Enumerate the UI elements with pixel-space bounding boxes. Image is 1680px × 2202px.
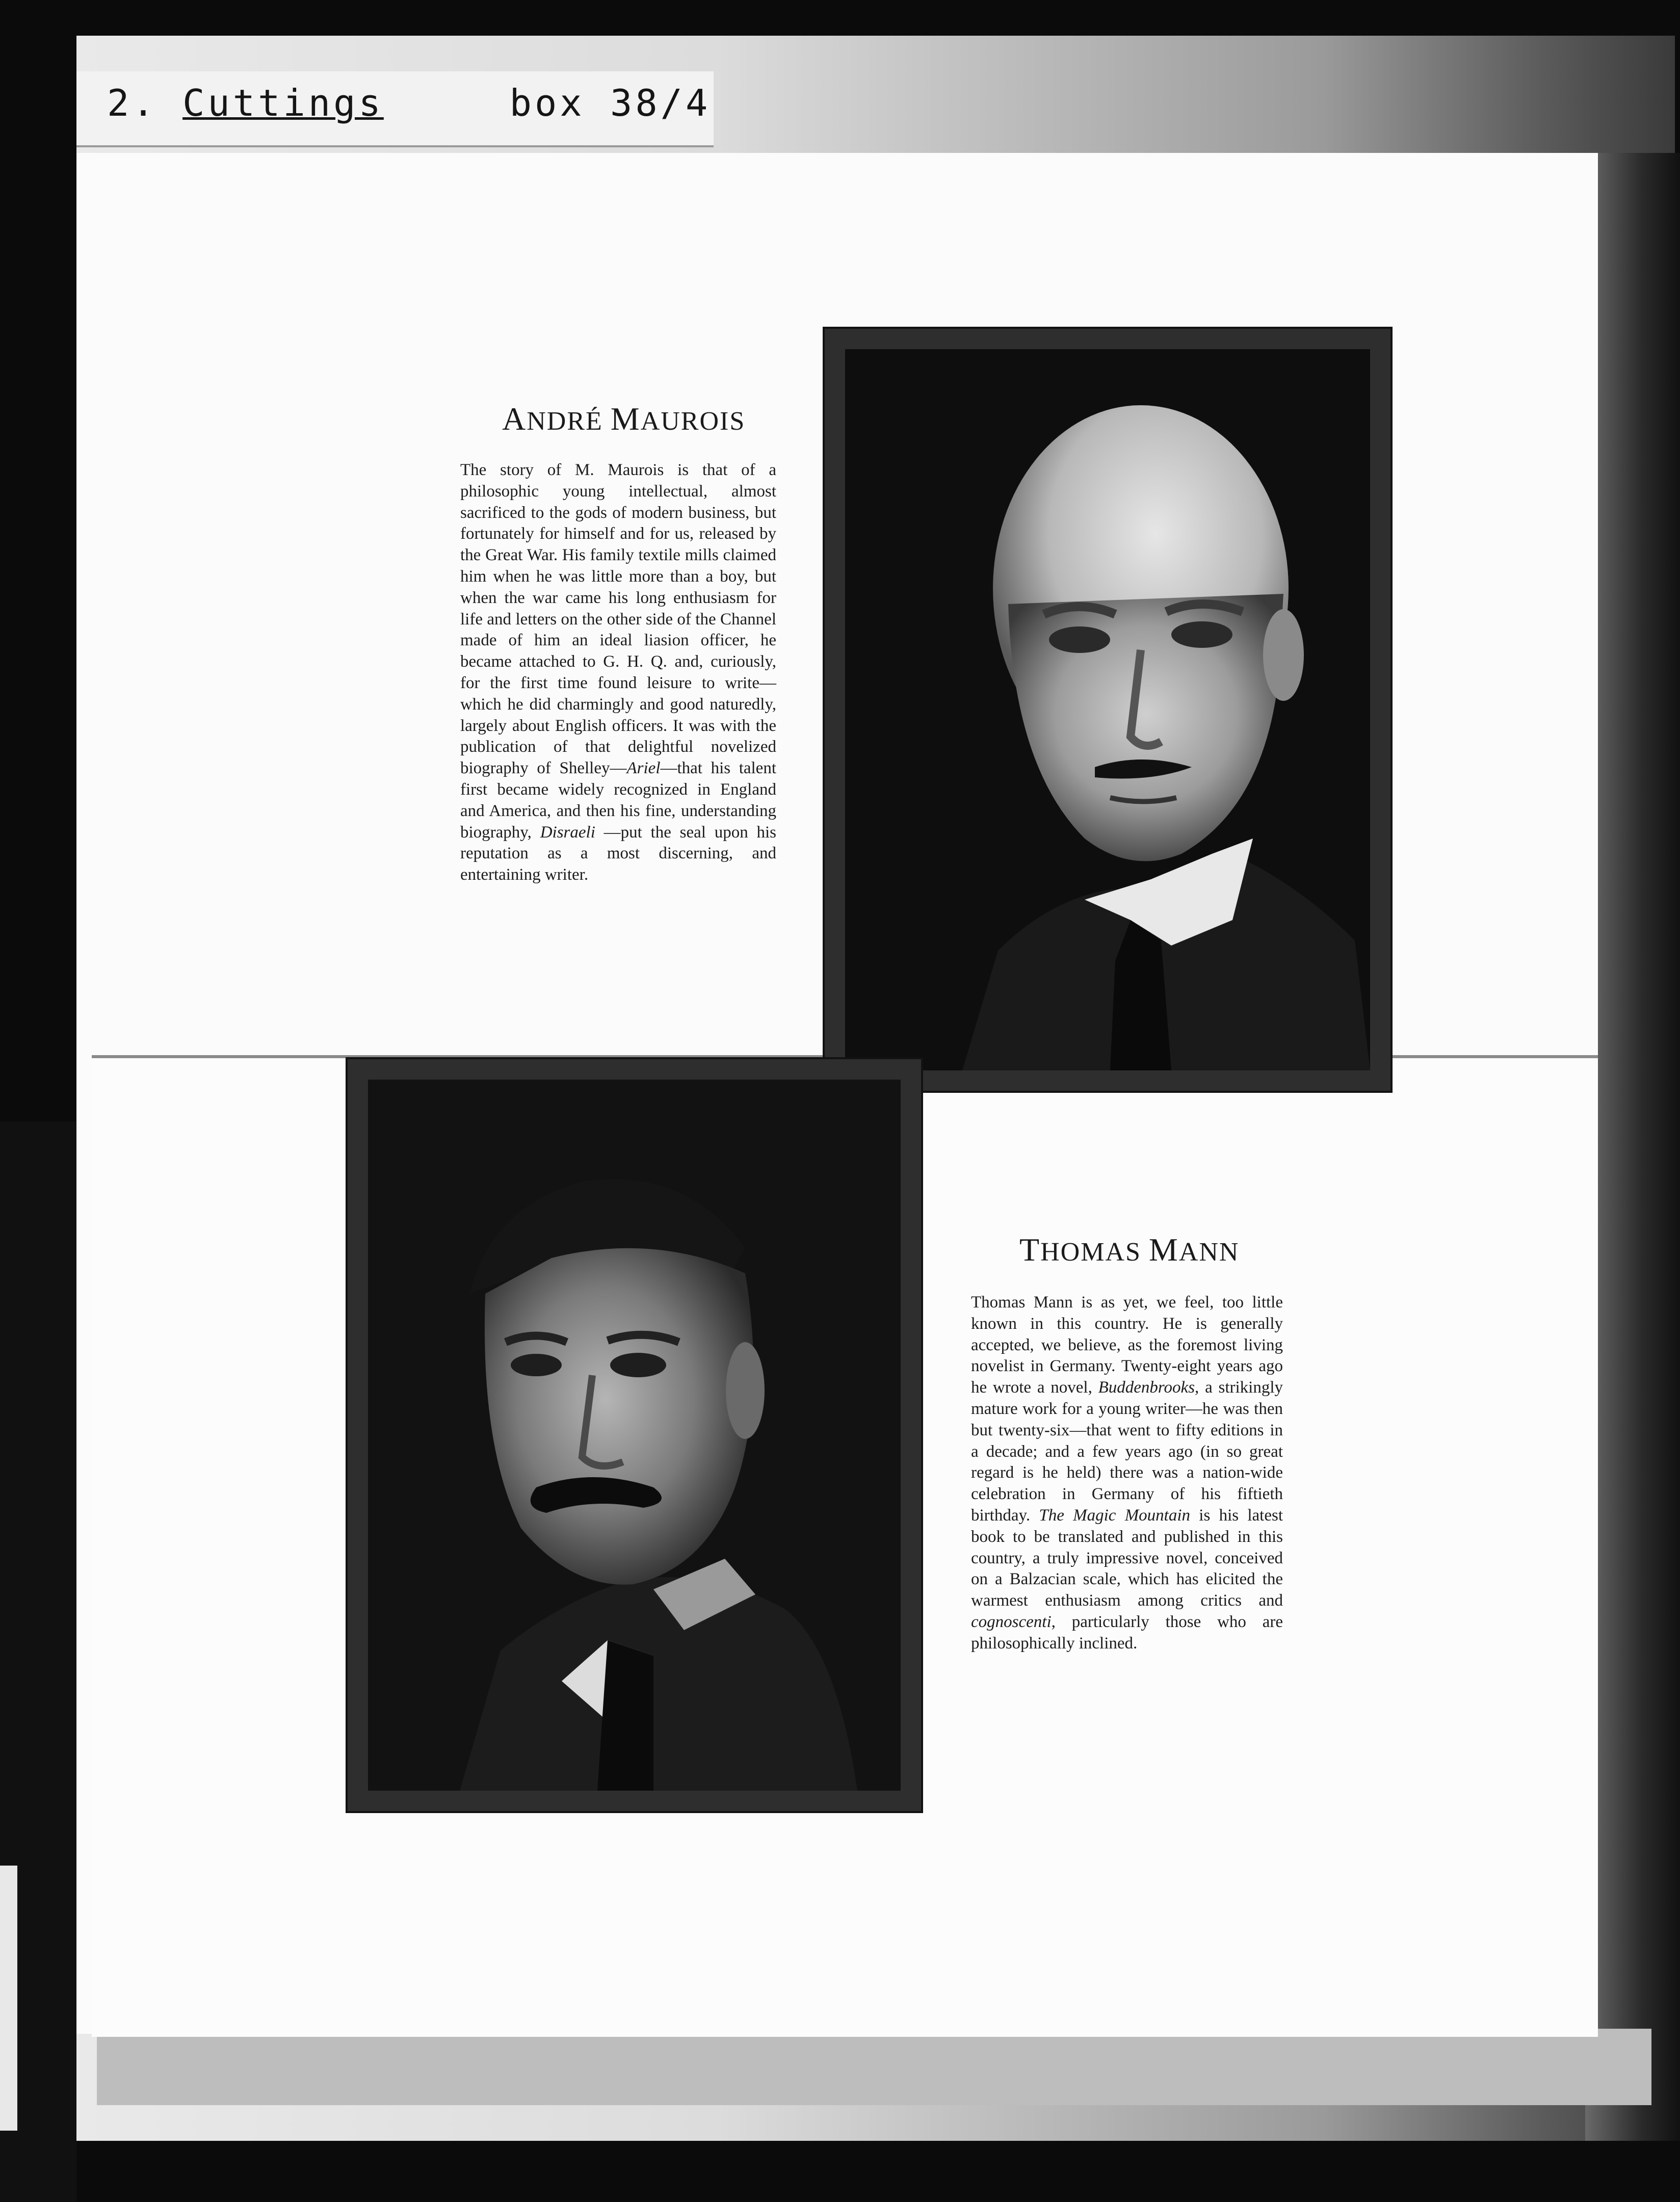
mann-portrait-image [368,1080,901,1791]
mann-portrait-photo [348,1059,921,1811]
ariel-title: Ariel [626,759,661,778]
maurois-portrait-photo [825,329,1390,1091]
maurois-heading: ANDRÉ MAUROIS [502,401,746,437]
magic-mountain-title: The Magic Mountain [1039,1506,1191,1525]
scan-margin-left-strip [0,1866,17,2131]
buddenbrooks-title: Buddenbrooks [1098,1378,1195,1397]
disraeli-title: Disraeli [540,823,595,842]
label-box: box 38/4 [509,82,711,124]
cognoscenti-word: cognoscenti [971,1612,1052,1631]
label-category: Cuttings [182,82,384,124]
maurois-biography: The story of M. Maurois is that of a philosophic young intellectual, almost sacrificed to the gods of modern business, but fortunately for himself and for us, released by the Great War. His family textile mills claimed him when he was little more than a boy, but when the war came his long enthusiasm for life and letters on the other side of the Channel made of him an ideal liasion officer, he became attached to G. H. Q. and, curiously, for the first time found leisure to write—which he did charmingly and good naturedly, largely about English officers. It was with the publication of that delightful novelized biography of Shelley—Ariel—that his talent first became widely recognized in England and America, and then his fine, understanding biography, Disraeli —put the seal upon his reputation as a most discerning, and entertaining writer. [460,461,776,884]
archive-label [107,82,711,124]
mann-heading: THOMAS MANN [1019,1231,1240,1268]
maurois-portrait-image [845,349,1370,1070]
board-bottom-edge [97,2029,1651,2105]
board-shadow-right [1585,153,1680,2141]
mann-biography: Thomas Mann is as yet, we feel, too little known in this country. He is generally accepted, we believe, as the foremost living novelist in Germany. Twenty-eight years ago he wrote a novel, Buddenbrooks, a strikingly mature work for a young writer—he was then but twenty-six—that went to fifty editions in a decade; and a few years ago (in so great regard is he held) there was a nation-wide celebration in Germany of his fiftieth birthday. The Magic Mountain is his latest book to be translated and published in this country, a truly impressive novel, conceived on a Balzacian scale, which has elicited the warmest enthusiasm among critics and cognoscenti, particularly those who are philosophically inclined. [971,1293,1283,1653]
label-number: 2. [107,82,158,124]
